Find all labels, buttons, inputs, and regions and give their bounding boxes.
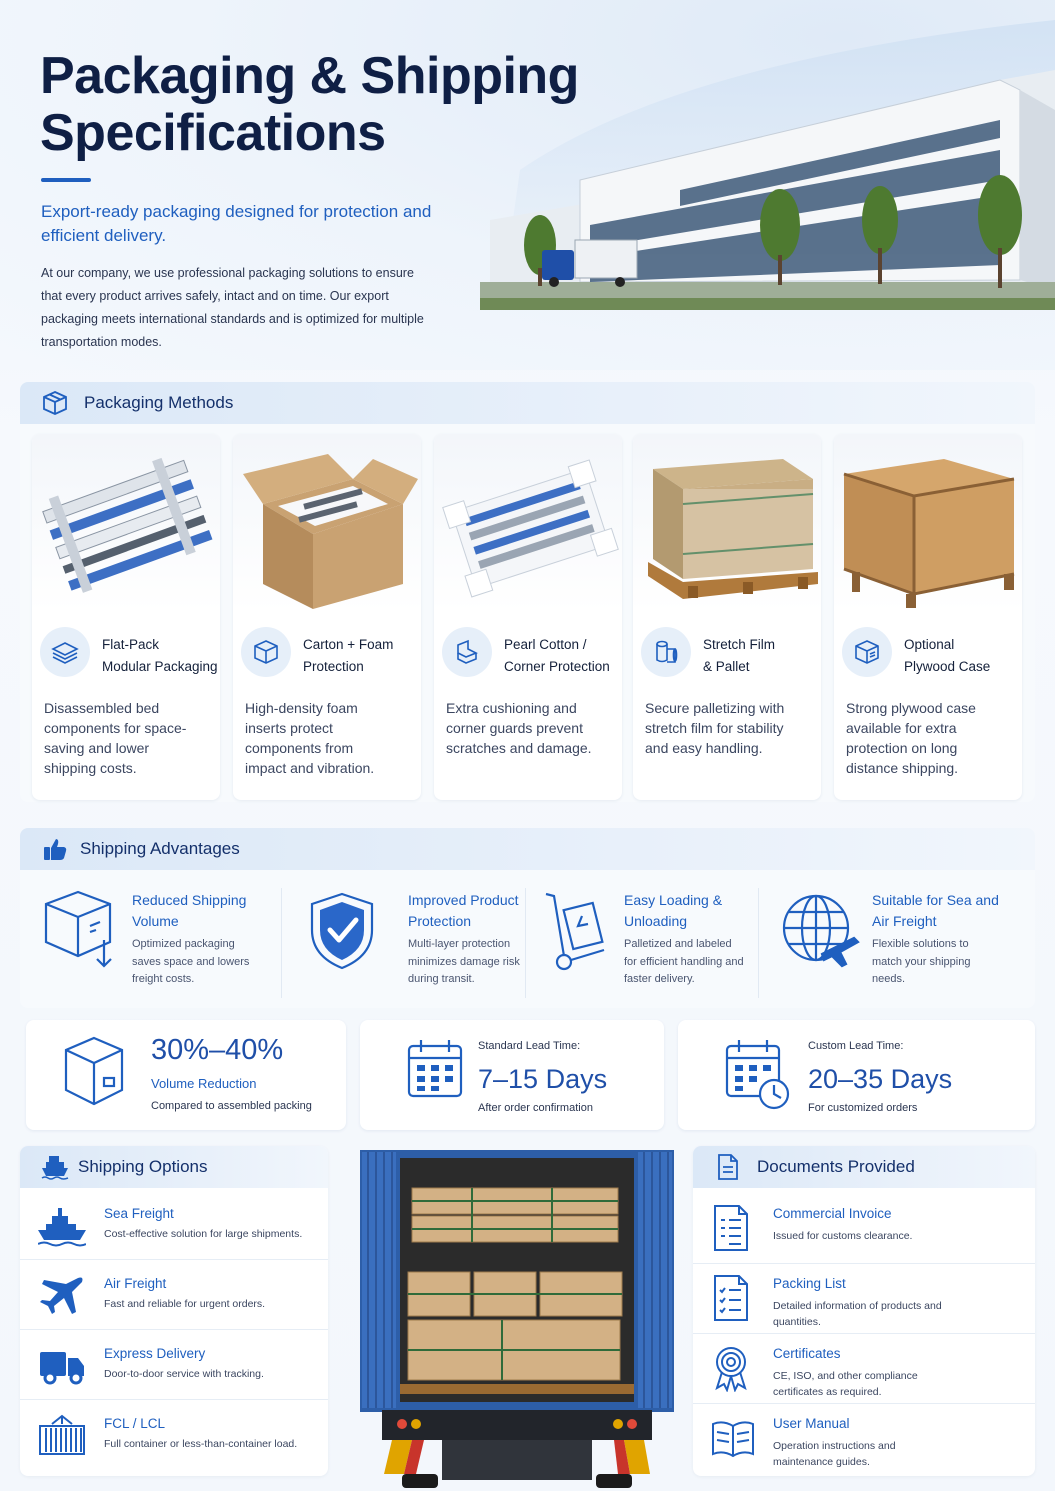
advantage-description: Optimized packaging saves space and lowers freight costs. (132, 938, 250, 985)
film-roll-icon (641, 627, 691, 677)
advantage-description: Palletized and labeled for efficient handling and faster delivery. (624, 938, 744, 985)
factory-building-image (480, 20, 1055, 360)
stat-standard-lead-time (360, 1020, 664, 1130)
shipping-options-header (20, 1146, 328, 1188)
document-title: Certificates (773, 1346, 841, 1361)
invoice-icon (711, 1204, 751, 1252)
calendar-clock-icon (724, 1038, 792, 1112)
checklist-icon (711, 1274, 751, 1322)
card-title (504, 634, 622, 678)
card-title-line-2: Plywood Case (904, 659, 991, 674)
option-title: Air Freight (104, 1276, 167, 1291)
stat-subtext: After order confirmation (478, 1102, 593, 1114)
ship-icon (40, 1152, 70, 1182)
option-title: Sea Freight (104, 1206, 174, 1221)
document-icon (713, 1152, 743, 1182)
stat-subtext: Compared to assembled packing (151, 1100, 312, 1112)
document-user-manual (693, 1404, 1035, 1474)
stat-subtext: For customized orders (808, 1102, 918, 1114)
page-title-line-2: Specifications (40, 104, 386, 162)
card-title (904, 634, 1022, 678)
packaging-methods-section (20, 382, 1035, 802)
packaging-card-carton-foam (233, 434, 421, 800)
hero-subtitle: Export-ready packaging designed for protection and efficient delivery. (41, 202, 432, 245)
advantage-title: Easy Loading & Unloading (624, 892, 723, 929)
stretch-film-pallet-image (633, 434, 821, 612)
advantage-title: Reduced Shipping Volume (132, 892, 247, 929)
card-description: Strong plywood case available for extra protection on long distance shipping. (846, 700, 976, 776)
packaging-card-flat-pack (32, 434, 220, 800)
crate-icon (842, 627, 892, 677)
section-title: Shipping Options (78, 1157, 208, 1176)
book-icon (711, 1414, 755, 1462)
open-box-icon (241, 627, 291, 677)
card-title-line-1: Stretch Film (703, 637, 776, 652)
packaging-card-stretch-film (633, 434, 821, 800)
option-title: FCL / LCL (104, 1416, 166, 1431)
advantage-description: Flexible solutions to match your shipping needs. (872, 938, 971, 985)
documents-provided-section (693, 1146, 1035, 1476)
option-description: Fast and reliable for urgent orders. (104, 1298, 266, 1310)
box-icon (40, 388, 70, 418)
shipping-option-air (20, 1262, 328, 1330)
shield-check-icon (302, 890, 382, 972)
packaging-card-plywood-case (834, 434, 1022, 800)
globe-plane-icon (780, 890, 860, 972)
shipping-option-fcl-lcl (20, 1402, 328, 1470)
stat-custom-lead-time (678, 1020, 1035, 1130)
carton-foam-image (233, 434, 421, 612)
card-title-line-1: Pearl Cotton / (504, 637, 587, 652)
page-title-line-1: Packaging & Shipping (40, 47, 579, 105)
shipping-option-express (20, 1332, 328, 1400)
stat-label: Standard Lead Time: (478, 1040, 581, 1052)
document-description: Detailed information of products and quantities. (773, 1300, 942, 1328)
plywood-case-image (834, 434, 1022, 612)
shipping-option-sea (20, 1192, 328, 1260)
pearl-cotton-image (434, 434, 622, 612)
advantage-description: Multi-layer protection minimizes damage risk during transit. (408, 938, 520, 985)
stat-volume-reduction (26, 1020, 346, 1130)
document-certificates (693, 1334, 1035, 1404)
document-description: CE, ISO, and other compliance certificates as required. (773, 1370, 918, 1398)
packaging-methods-header (20, 382, 1035, 424)
card-title-line-2: Protection (303, 659, 364, 674)
advantage-sea-air-freight (780, 880, 1020, 1000)
stat-value: 20–35 Days (808, 1064, 953, 1094)
divider (758, 888, 759, 998)
plane-icon (38, 1274, 86, 1318)
card-description: Extra cushioning and corner guards prevent scratches and damage. (446, 700, 592, 756)
layers-icon (40, 627, 90, 677)
hand-truck-icon (538, 890, 618, 972)
container-icon (38, 1414, 86, 1458)
card-title-line-1: Flat-Pack (102, 637, 160, 652)
document-description: Issued for customs clearance. (773, 1230, 913, 1242)
shipping-options-section (20, 1146, 328, 1476)
shipping-advantages-section (20, 828, 1035, 1008)
title-underline (41, 178, 91, 182)
stat-value: 7–15 Days (478, 1064, 608, 1094)
option-description: Door-to-door service with tracking. (104, 1368, 264, 1380)
calendar-icon (406, 1038, 464, 1100)
advantage-product-protection (302, 880, 522, 1000)
card-description: Disassembled bed components for space-saving and lower shipping costs. (44, 700, 187, 776)
thumbs-up-icon (40, 834, 70, 864)
box-down-icon (40, 890, 120, 972)
shipping-advantages-header (20, 828, 1035, 870)
document-packing-list (693, 1264, 1035, 1334)
stat-label: Volume Reduction (151, 1076, 257, 1091)
document-commercial-invoice (693, 1194, 1035, 1264)
document-title: User Manual (773, 1416, 850, 1431)
card-description: Secure palletizing with stretch film for stability and easy handling. (645, 700, 785, 756)
hero-body-text: At our company, we use professional packaging solutions to ensure that every product arrives safely, intact and on time. Our export packaging meets international standards and is optimized for multiple transportation modes. (41, 266, 424, 349)
box-icon (64, 1036, 124, 1108)
flat-pack-image (32, 434, 220, 612)
divider (281, 888, 282, 998)
truck-icon (38, 1344, 86, 1388)
card-title (303, 634, 421, 678)
packaging-card-pearl-cotton (434, 434, 622, 800)
documents-provided-header (693, 1146, 1035, 1188)
ship-icon (38, 1204, 86, 1248)
corner-guard-icon (442, 627, 492, 677)
advantage-reduced-volume (40, 880, 280, 1000)
document-description: Operation instructions and maintenance guides. (773, 1440, 896, 1468)
loaded-container-truck-image (352, 1144, 682, 1491)
divider (525, 888, 526, 998)
card-title-line-1: Carton + Foam (303, 637, 394, 652)
card-title-line-2: Modular Packaging (102, 659, 218, 674)
card-title-line-1: Optional (904, 637, 955, 652)
section-title: Documents Provided (757, 1157, 915, 1176)
section-title: Packaging Methods (84, 393, 234, 412)
stat-label: Custom Lead Time: (808, 1040, 904, 1052)
stat-value: 30%–40% (151, 1034, 284, 1066)
card-title-line-2: Corner Protection (504, 659, 610, 674)
card-title (703, 634, 821, 678)
option-title: Express Delivery (104, 1346, 206, 1361)
card-title (102, 634, 220, 678)
advantage-title: Suitable for Sea and Air Freight (872, 892, 999, 929)
advantage-easy-loading (538, 880, 768, 1000)
document-title: Commercial Invoice (773, 1206, 892, 1221)
card-description: High-density foam inserts protect components from impact and vibration. (245, 700, 375, 776)
certificate-icon (711, 1344, 751, 1392)
card-title-line-2: & Pallet (703, 659, 750, 674)
option-description: Full container or less-than-container load. (104, 1438, 298, 1450)
section-title: Shipping Advantages (80, 839, 240, 858)
advantage-title: Improved Product Protection (408, 892, 519, 929)
document-title: Packing List (773, 1276, 846, 1291)
option-description: Cost-effective solution for large shipments. (104, 1228, 303, 1240)
